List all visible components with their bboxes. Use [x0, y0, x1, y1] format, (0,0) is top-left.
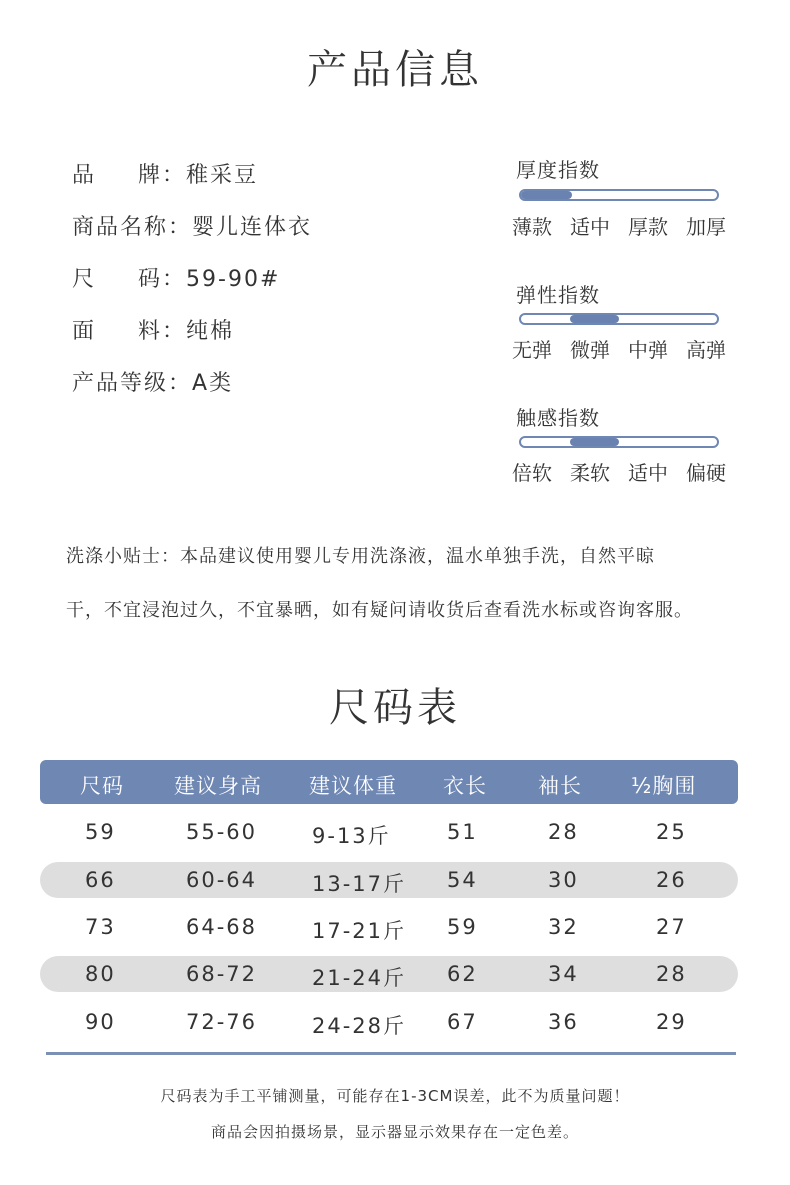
table-cell: 90 — [85, 1010, 116, 1034]
thickness-index-labels: 薄款 适中 厚款 加厚 — [512, 215, 726, 239]
table-cell: 25 — [656, 820, 687, 844]
size-table-title: 尺码表 — [329, 685, 461, 731]
table-cell: 59 — [85, 820, 116, 844]
table-cell: 17-21斤 — [312, 919, 407, 943]
header-height: 建议身高 — [174, 774, 262, 798]
elasticity-index-labels: 无弹 微弹 中弹 高弹 — [512, 338, 726, 362]
note-line-2: 商品会因拍摄场景，显示器显示效果存在一定色差。 — [210, 1123, 579, 1141]
table-cell: 36 — [548, 1010, 579, 1034]
info-value: 稚采豆 — [186, 163, 259, 188]
elasticity-index-title: 弹性指数 — [516, 283, 600, 307]
table-cell: 27 — [656, 915, 687, 939]
info-row-brand: 品 牌 ：稚采豆 — [72, 158, 258, 189]
table-cell: 80 — [85, 962, 116, 986]
table-cell: 13-17斤 — [312, 872, 407, 896]
table-cell: 62 — [447, 962, 478, 986]
table-cell: 72-76 — [186, 1010, 258, 1034]
softness-index-bar — [519, 436, 719, 448]
table-cell: 64-68 — [186, 915, 258, 939]
table-cell: 28 — [548, 820, 579, 844]
table-cell: 51 — [447, 820, 478, 844]
thickness-index-title: 厚度指数 — [516, 158, 600, 182]
table-cell: 66 — [85, 868, 116, 892]
table-cell: 68-72 — [186, 962, 258, 986]
info-value: A类 — [192, 371, 234, 396]
table-cell: 9-13斤 — [312, 824, 391, 848]
table-cell: 29 — [656, 1010, 687, 1034]
elasticity-index-bar — [519, 313, 719, 325]
info-label: 尺 码 — [72, 267, 162, 292]
header-length: 衣长 — [443, 774, 487, 798]
note-line-1: 尺码表为手工平铺测量，可能存在1-3CM误差，此不为质量问题！ — [160, 1087, 630, 1105]
table-cell: 24-28斤 — [312, 1014, 407, 1038]
product-info-title: 产品信息 — [307, 47, 483, 93]
header-chest: ½胸围 — [631, 774, 697, 798]
table-cell: 28 — [656, 962, 687, 986]
info-label: 产品等级 — [72, 371, 169, 396]
header-size: 尺码 — [80, 774, 124, 798]
table-cell: 59 — [447, 915, 478, 939]
info-value: 59-90# — [186, 267, 281, 292]
softness-index-title: 触感指数 — [516, 406, 600, 430]
info-row-fabric: 面 料 ：纯棉 — [72, 314, 234, 345]
info-value: 婴儿连体衣 — [192, 215, 313, 240]
wash-tip-line-1: 洗涤小贴士：本品建议使用婴儿专用洗涤液，温水单独手洗，自然平晾 — [66, 546, 655, 567]
table-cell: 67 — [447, 1010, 478, 1034]
info-row-size: 尺 码 ：59-90# — [72, 262, 280, 293]
table-cell: 32 — [548, 915, 579, 939]
thickness-index-fill — [521, 191, 572, 199]
thickness-index-bar — [519, 189, 719, 201]
header-sleeve: 袖长 — [538, 774, 582, 798]
info-label: 商品名称 — [72, 215, 169, 240]
table-cell: 26 — [656, 868, 687, 892]
table-cell: 30 — [548, 868, 579, 892]
elasticity-index-fill — [570, 315, 619, 323]
info-label: 品 牌 — [72, 163, 162, 188]
info-label: 面 料 — [72, 319, 162, 344]
table-cell: 21-24斤 — [312, 966, 407, 990]
table-bottom-rule — [46, 1052, 736, 1055]
table-cell: 54 — [447, 868, 478, 892]
table-cell: 73 — [85, 915, 116, 939]
softness-index-fill — [570, 438, 619, 446]
table-cell: 34 — [548, 962, 579, 986]
info-row-grade: 产品等级：A类 — [72, 366, 233, 397]
header-weight: 建议体重 — [309, 774, 397, 798]
table-cell: 55-60 — [186, 820, 258, 844]
info-row-product-name: 商品名称：婴儿连体衣 — [72, 210, 312, 241]
softness-index-labels: 倍软 柔软 适中 偏硬 — [512, 461, 726, 485]
table-cell: 60-64 — [186, 868, 258, 892]
info-value: 纯棉 — [186, 319, 235, 344]
wash-tip-line-2: 干，不宜浸泡过久，不宜暴晒，如有疑问请收货后查看洗水标或咨询客服。 — [66, 600, 693, 621]
